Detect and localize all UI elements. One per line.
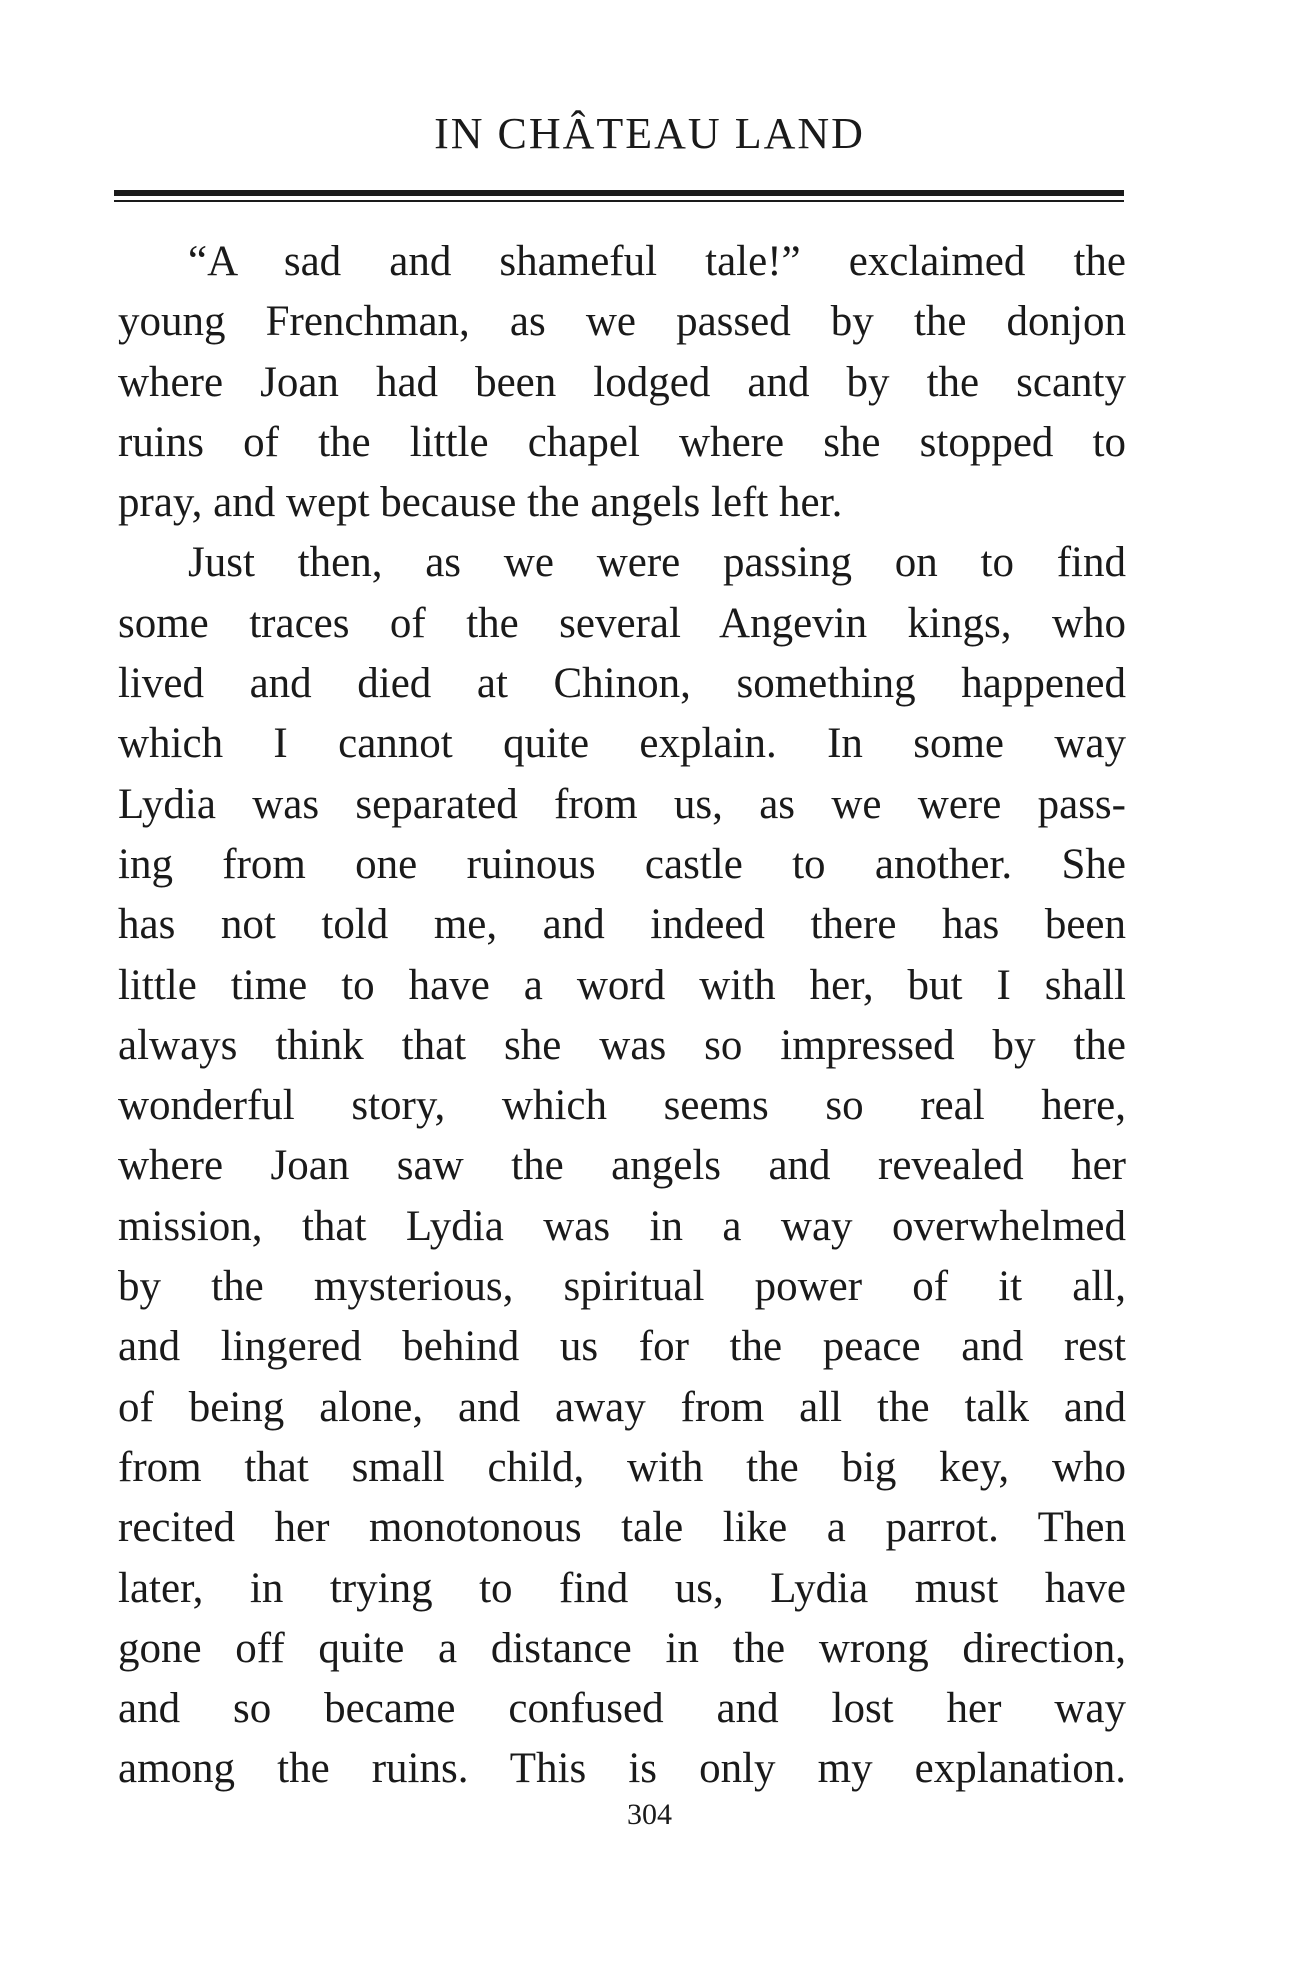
text-line: mission, that Lydia was in a way overwhelmed xyxy=(118,1202,1126,1250)
text-line: always think that she was so impressed by the xyxy=(118,1021,1126,1069)
text-line: later, in trying to find us, Lydia must have xyxy=(118,1564,1126,1612)
text-line: and so became confused and lost her way xyxy=(118,1685,1126,1733)
header-rule-thin xyxy=(114,200,1124,202)
text-line: pray, and wept because the angels left her. xyxy=(118,479,843,527)
text-line: has not told me, and indeed there has been xyxy=(118,901,1126,949)
text-line: wonderful story, which seems so real here, xyxy=(118,1082,1126,1130)
text-line: ing from one ruinous castle to another. She xyxy=(118,840,1126,888)
text-line: Just then, as we were passing on to find xyxy=(188,539,1126,587)
text-line: of being alone, and away from all the talk and xyxy=(118,1383,1126,1431)
text-line: some traces of the several Angevin kings, who xyxy=(118,599,1126,647)
text-line: ruins of the little chapel where she stopped to xyxy=(118,418,1126,466)
body-text xyxy=(118,232,1126,1800)
text-line: lived and died at Chinon, something happened xyxy=(118,660,1126,708)
text-line: recited her monotonous tale like a parrot. Then xyxy=(118,1504,1126,1552)
text-line: which I cannot quite explain. In some way xyxy=(118,720,1126,768)
text-line: Lydia was separated from us, as we were pass- xyxy=(118,780,1126,828)
text-line: “A sad and shameful tale!” exclaimed the xyxy=(188,238,1126,285)
text-line: where Joan saw the angels and revealed her xyxy=(118,1142,1126,1190)
header-rule-thick xyxy=(114,190,1124,196)
text-line: gone off quite a distance in the wrong direction, xyxy=(118,1624,1126,1672)
running-head: IN CHÂTEAU LAND xyxy=(434,109,865,158)
text-line: and lingered behind us for the peace and rest xyxy=(118,1323,1126,1371)
text-line: among the ruins. This is only my explanation. xyxy=(118,1745,1126,1793)
text-line: where Joan had been lodged and by the scanty xyxy=(118,358,1126,406)
text-line: little time to have a word with her, but I shall xyxy=(118,961,1126,1009)
text-line: young Frenchman, as we passed by the donjon xyxy=(118,298,1126,346)
text-line: from that small child, with the big key, who xyxy=(118,1443,1126,1491)
page-number: 304 xyxy=(627,1798,672,1831)
text-line: by the mysterious, spiritual power of it all, xyxy=(118,1263,1126,1311)
